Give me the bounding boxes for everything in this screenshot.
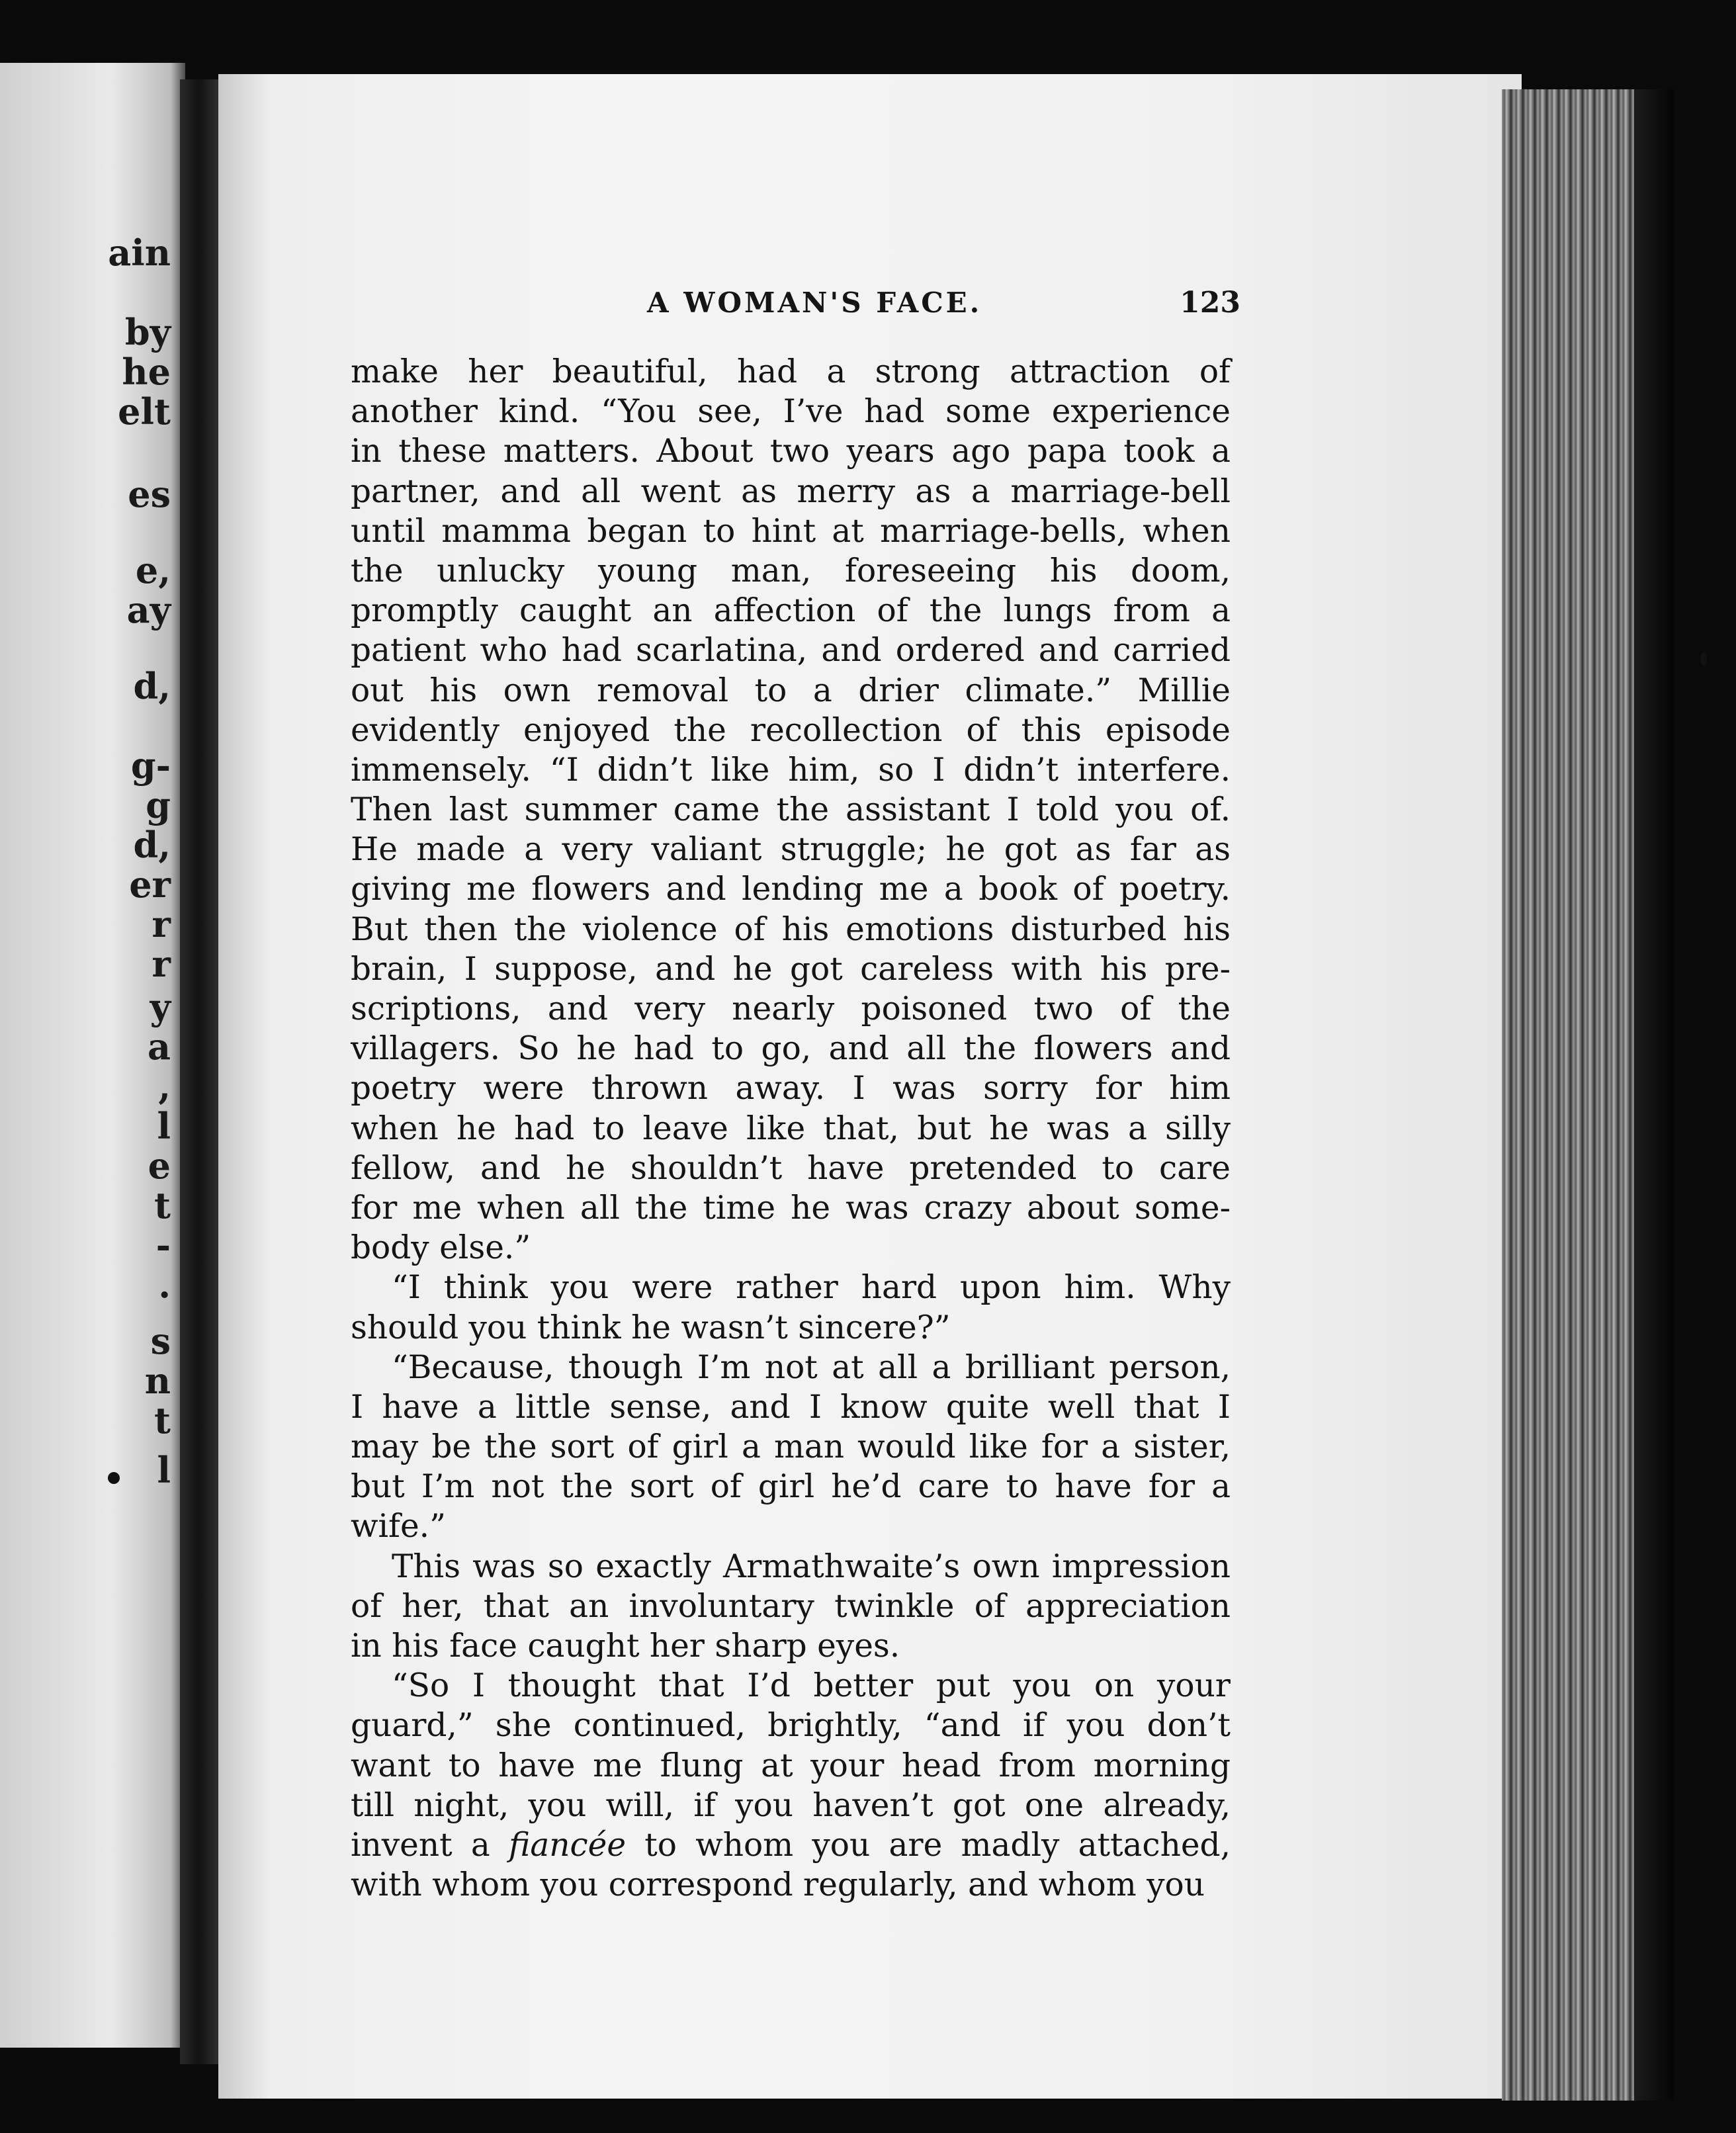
- text-line: “I think you were rather hard upon him. Why: [392, 1269, 1231, 1307]
- left-page-fragment: by: [124, 311, 171, 353]
- running-title: A WOMAN'S FACE.: [647, 286, 982, 319]
- text-line: poetry were thrown away. I was sorry for him: [351, 1070, 1231, 1108]
- text-line: This was so exactly Armathwaite’s own impression: [392, 1547, 1231, 1585]
- paragraph: [351, 1666, 1231, 1905]
- text-line: want to have me flung at your head from morning: [351, 1747, 1231, 1784]
- text-line: invent a fiancée to whom you are madly attached,: [351, 1826, 1231, 1864]
- text-line: But then the violence of his emotions disturbed his: [351, 910, 1231, 948]
- text-line: “Because, though I’m not at all a brilliant person,: [392, 1348, 1231, 1386]
- body-text: [351, 352, 1231, 1905]
- page-number: 123: [1180, 286, 1240, 320]
- text-line: wife.”: [351, 1508, 446, 1545]
- text-line: guard,” she continued, brightly, “and if you don’t: [351, 1707, 1231, 1745]
- left-page-fragment: a: [148, 1025, 171, 1068]
- left-page-fragment: .: [158, 1264, 171, 1306]
- text-line: with whom you correspond regularly, and whom you: [351, 1866, 1205, 1904]
- left-page-fragment: -: [155, 1224, 171, 1266]
- text-line: in these matters. About two years ago papa took a: [351, 433, 1231, 470]
- left-page-fragment: r: [152, 943, 171, 985]
- left-page-fragment: g: [146, 784, 171, 826]
- text-line: body else.”: [351, 1229, 531, 1267]
- left-page-fragment: y: [150, 986, 171, 1028]
- text-line: I have a little sense, and I know quite well that I: [351, 1388, 1231, 1426]
- text-line: till night, you will, if you haven’t got one already,: [351, 1786, 1231, 1824]
- left-page-fragment: ,: [158, 1065, 171, 1108]
- left-page-fragment: d,: [133, 665, 171, 707]
- previous-page: [0, 63, 185, 2048]
- text-line: of her, that an involuntary twinkle of appreciation: [351, 1587, 1231, 1625]
- left-page-fragment: l: [157, 1449, 171, 1491]
- paragraph: [351, 1348, 1231, 1547]
- text-line: should you think he wasn’t sincere?”: [351, 1309, 951, 1346]
- text-line: when he had to leave like that, but he was a silly: [351, 1110, 1231, 1147]
- left-page-fragment: d,: [133, 824, 171, 866]
- left-page-fragment: r: [152, 903, 171, 945]
- left-page-fragment: t: [154, 1399, 171, 1442]
- left-page-fragment: er: [129, 863, 171, 906]
- left-page-fragment: g-: [130, 744, 171, 787]
- text-line: He made a very valiant struggle; he got as far as: [351, 831, 1231, 869]
- left-page-fragment: elt: [118, 390, 171, 433]
- page-edges-shadow: [1634, 89, 1674, 2101]
- text-line: another kind. “You see, I’ve had some experience: [351, 393, 1231, 431]
- text-line: may be the sort of girl a man would like for a sister,: [351, 1428, 1231, 1466]
- text-line: for me when all the time he was crazy about some-: [351, 1189, 1231, 1227]
- paragraph: [351, 1268, 1231, 1347]
- text-line: brain, I suppose, and he got careless with his pre-: [351, 950, 1231, 988]
- left-page-fragment: he: [122, 351, 171, 393]
- left-page-fragment: ay: [126, 589, 171, 631]
- left-page-fragment: ain: [108, 232, 171, 274]
- text-line: immensely. “I didn’t like him, so I didn’t interfere.: [351, 751, 1231, 789]
- text-line: evidently enjoyed the recollection of this episode: [351, 711, 1231, 749]
- text-line: patient who had scarlatina, and ordered and carried: [351, 632, 1231, 670]
- text-line: out his own removal to a drier climate.” Millie: [351, 672, 1231, 709]
- left-page-fragment: s: [150, 1320, 171, 1362]
- text-line: until mamma began to hint at marriage-bells, when: [351, 512, 1231, 550]
- paragraph: [351, 1547, 1231, 1667]
- paragraph: [351, 352, 1231, 1268]
- text-line: in his face caught her sharp eyes.: [351, 1628, 900, 1665]
- ink-speck: [1700, 652, 1707, 666]
- ink-speck: [108, 1472, 120, 1484]
- text-line: “So I thought that I’d better put you on your: [392, 1667, 1231, 1705]
- left-page-fragment: n: [144, 1360, 171, 1402]
- text-line: fellow, and he shouldn’t have pretended to care: [351, 1149, 1231, 1187]
- text-line: the unlucky young man, foreseeing his doom,: [351, 552, 1231, 589]
- text-line: giving me flowers and lending me a book of poetry.: [351, 871, 1231, 908]
- left-page-fragment: e,: [135, 549, 171, 591]
- text-line: scriptions, and very nearly poisoned two of the: [351, 990, 1231, 1027]
- left-page-fragment: l: [157, 1105, 171, 1147]
- text-line: make her beautiful, had a strong attraction of: [351, 353, 1231, 390]
- text-line: Then last summer came the assistant I told you of.: [351, 791, 1231, 829]
- text-line: partner, and all went as merry as a marriage-bell: [351, 472, 1231, 510]
- running-head: [218, 286, 1240, 320]
- text-line: promptly caught an affection of the lungs from a: [351, 592, 1231, 630]
- text-line: villagers. So he had to go, and all the flowers and: [351, 1030, 1231, 1068]
- text-line: but I’m not the sort of girl he’d care to have for a: [351, 1468, 1231, 1506]
- left-page-fragment: es: [128, 473, 171, 515]
- left-page-fragment: t: [154, 1184, 171, 1227]
- left-page-fragment: e: [148, 1145, 171, 1187]
